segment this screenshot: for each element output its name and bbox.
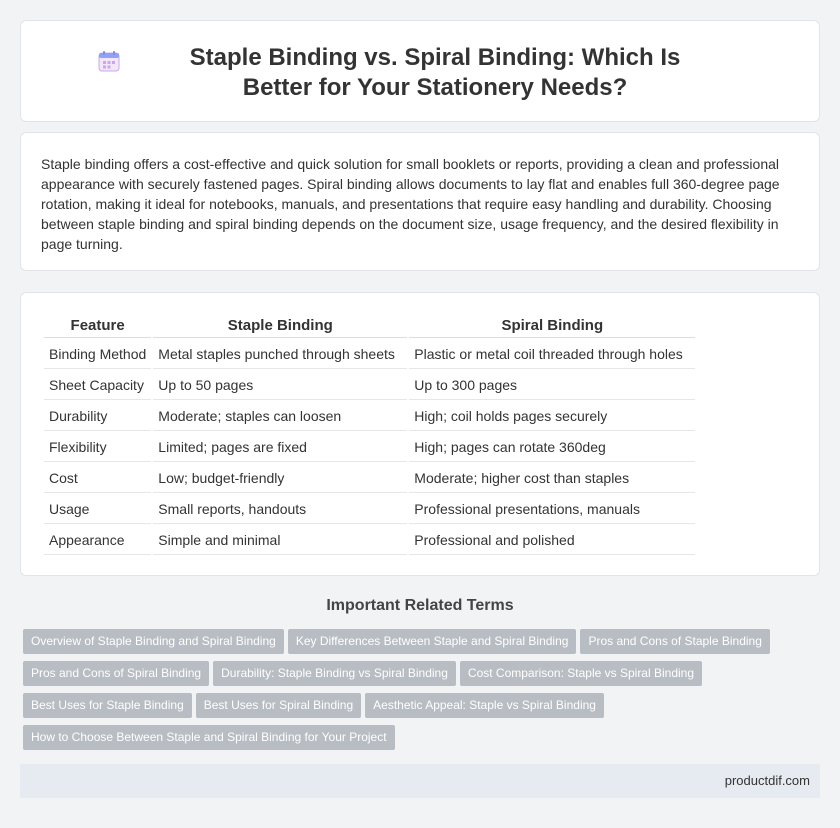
table-cell: Appearance (44, 526, 151, 555)
related-term-tag[interactable]: Aesthetic Appeal: Staple vs Spiral Binding (365, 693, 604, 718)
table-row (44, 495, 695, 524)
table-cell: Limited; pages are fixed (153, 433, 407, 462)
column-header-feature: Feature (44, 314, 151, 338)
intro-paragraph: Staple binding offers a cost-effective and quick solution for small booklets or reports, providing a clean and professional appearance with securely fastened pages. Spiral binding allows documents to lay flat and enables full 360-degree page rotation, making it ideal for notebooks, manuals, and presentations that require easy handling and durability. Choosing between staple binding and spiral binding depends on the document size, usage frequency, and the desired flexibility in page turning. (41, 156, 780, 252)
table-row (44, 526, 695, 555)
comparison-table (42, 312, 697, 557)
related-term-tag[interactable]: Pros and Cons of Staple Binding (580, 629, 769, 654)
table-cell: Durability (44, 402, 151, 431)
table-cell: Low; budget-friendly (153, 464, 407, 493)
table-cell: Up to 300 pages (409, 371, 695, 400)
footer-site-link[interactable]: productdif.com (724, 773, 810, 788)
table-cell: Plastic or metal coil threaded through holes (409, 340, 695, 369)
table-cell: Professional and polished (409, 526, 695, 555)
table-cell: Metal staples punched through sheets (153, 340, 407, 369)
table-cell: Professional presentations, manuals (409, 495, 695, 524)
related-term-tag[interactable]: Best Uses for Staple Binding (23, 693, 192, 718)
column-header-staple: Staple Binding (153, 314, 407, 338)
title-card (20, 20, 820, 122)
related-term-tag[interactable]: Overview of Staple Binding and Spiral Binding (23, 629, 284, 654)
table-cell: Cost (44, 464, 151, 493)
footer (20, 764, 820, 798)
table-row (44, 402, 695, 431)
table-cell: Sheet Capacity (44, 371, 151, 400)
table-row (44, 464, 695, 493)
table-cell: Small reports, handouts (153, 495, 407, 524)
related-term-tag[interactable]: Durability: Staple Binding vs Spiral Binding (213, 661, 456, 686)
related-terms-list (23, 629, 803, 757)
column-header-spiral: Spiral Binding (409, 314, 695, 338)
table-cell: Moderate; staples can loosen (153, 402, 407, 431)
table-cell: Binding Method (44, 340, 151, 369)
related-term-tag[interactable]: Cost Comparison: Staple vs Spiral Binding (460, 661, 702, 686)
table-cell: Flexibility (44, 433, 151, 462)
table-row (44, 433, 695, 462)
table-cell: High; coil holds pages securely (409, 402, 695, 431)
related-terms-heading: Important Related Terms (326, 597, 514, 614)
page-title-text: Staple Binding vs. Spiral Binding: Which Is Better for Your Stationery Needs? (189, 44, 681, 101)
page-title (21, 43, 819, 103)
related-term-tag[interactable]: Best Uses for Spiral Binding (196, 693, 361, 718)
table-row (44, 371, 695, 400)
table-cell: Moderate; higher cost than staples (409, 464, 695, 493)
table-cell: Up to 50 pages (153, 371, 407, 400)
table-row (44, 340, 695, 369)
related-term-tag[interactable]: Pros and Cons of Spiral Binding (23, 661, 209, 686)
table-cell: High; pages can rotate 360deg (409, 433, 695, 462)
table-header-row (44, 314, 695, 338)
table-cell: Simple and minimal (153, 526, 407, 555)
intro-card (20, 132, 820, 271)
table-cell: Usage (44, 495, 151, 524)
related-term-tag[interactable]: Key Differences Between Staple and Spiral Binding (288, 629, 577, 654)
comparison-table-card (20, 292, 820, 576)
related-term-tag[interactable]: How to Choose Between Staple and Spiral Binding for Your Project (23, 725, 395, 750)
